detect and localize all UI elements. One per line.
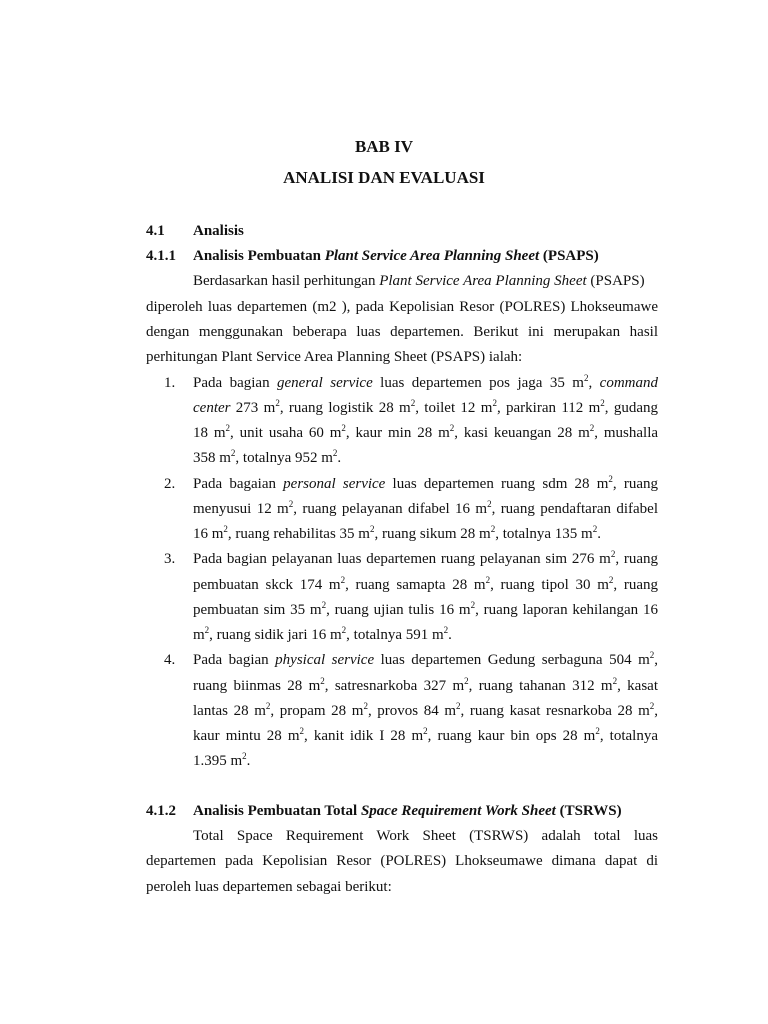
paragraph-line: Total Space Requirement Work Sheet (TSRWS) adalah total luas	[193, 828, 658, 844]
list-item-line: Pada bagian pelayanan luas departemen ruang pelayanan sim 276 $m^2$, ruang	[193, 549, 659, 567]
list-item-line: 1.395 $m^2$.	[193, 751, 251, 769]
list-number: 1.	[164, 375, 176, 391]
list-number: 2.	[164, 476, 176, 492]
list-item-line: center 273 $m^2$, ruang logistik 28 $m^2$, toilet 12 $m^2$, parkiran 112 $m^2$, gudang	[193, 398, 659, 416]
chapter-label: BAB IV	[354, 137, 414, 156]
chapter-title: ANALISI DAN EVALUASI	[283, 168, 485, 187]
list-item-line: $m^2$, ruang sidik jari 16 $m^2$, totalnya 591 $m^2$.	[193, 625, 452, 643]
list-item-line: pembuatan sim 35 $m^2$, ruang ujian tulis 16 $m^2$, ruang laporan kehilangan 16	[193, 600, 658, 618]
list-item-line: lantas 28 $m^2$, propam 28 $m^2$, provos 84 $m^2$, ruang kasat resnarkoba 28 $m^2$,	[193, 701, 658, 719]
paragraph-line: diperoleh luas departemen (m2 ), pada Kepolisian Resor (POLRES) Lhokseumawe	[146, 299, 658, 315]
paragraph-line: perhitungan Plant Service Area Planning Sheet (PSAPS) ialah:	[146, 349, 523, 365]
subsection-number: 4.1.1	[146, 248, 176, 264]
subsection-heading: Analisis Pembuatan Plant Service Area Planning Sheet (PSAPS)	[193, 248, 599, 264]
list-item-line: kaur mintu 28 $m^2$, kanit idik I 28 $m^2$, ruang kaur bin ops 28 $m^2$, totalnya	[193, 726, 658, 744]
list-item-line: pembuatan skck 174 $m^2$, ruang samapta 28 $m^2$, ruang tipol 30 $m^2$, ruang	[193, 575, 659, 593]
list-number: 4.	[164, 652, 176, 668]
subsection-heading: Analisis Pembuatan Total Space Requirement Work Sheet (TSRWS)	[193, 803, 622, 819]
list-item-line: Pada bagian physical service luas departemen Gedung serbaguna 504 $m^2$,	[193, 650, 658, 668]
list-item-line: 18 $m^2$, unit usaha 60 $m^2$, kaur min 28 $m^2$, kasi keuangan 28 $m^2$, mushalla	[193, 423, 659, 441]
section-number: 4.1	[146, 223, 165, 239]
subsection-number: 4.1.2	[146, 803, 176, 819]
paragraph-line: departemen pada Kepolisian Resor (POLRES) Lhokseumawe dimana dapat di	[146, 853, 658, 869]
paragraph-line: peroleh luas departemen sebagai berikut:	[146, 879, 392, 895]
paragraph-line: dengan menggunakan beberapa luas departemen. Berikut ini merupakan hasil	[146, 324, 658, 340]
list-number: 3.	[164, 551, 176, 567]
list-item-line: 358 $m^2$, totalnya 952 $m^2$.	[193, 448, 342, 466]
list-item-line: Pada bagian general service luas departemen pos jaga 35 $m^2$, command	[193, 373, 658, 391]
section-heading: Analisis	[193, 223, 244, 239]
list-item-line: ruang biinmas 28 $m^2$, satresnarkoba 327 $m^2$, ruang tahanan 312 $m^2$, kasat	[193, 676, 658, 694]
list-item-line: Pada bagaian personal service luas departemen ruang sdm 28 $m^2$, ruang	[193, 474, 658, 492]
list-item-line: 16 $m^2$, ruang rehabilitas 35 $m^2$, ruang sikum 28 $m^2$, totalnya 135 $m^2$.	[193, 524, 601, 542]
list-item-line: menyusui 12 $m^2$, ruang pelayanan difabel 16 $m^2$, ruang pendaftaran difabel	[193, 499, 659, 517]
paragraph-line: Berdasarkan hasil perhitungan Plant Service Area Planning Sheet (PSAPS)	[193, 273, 645, 289]
